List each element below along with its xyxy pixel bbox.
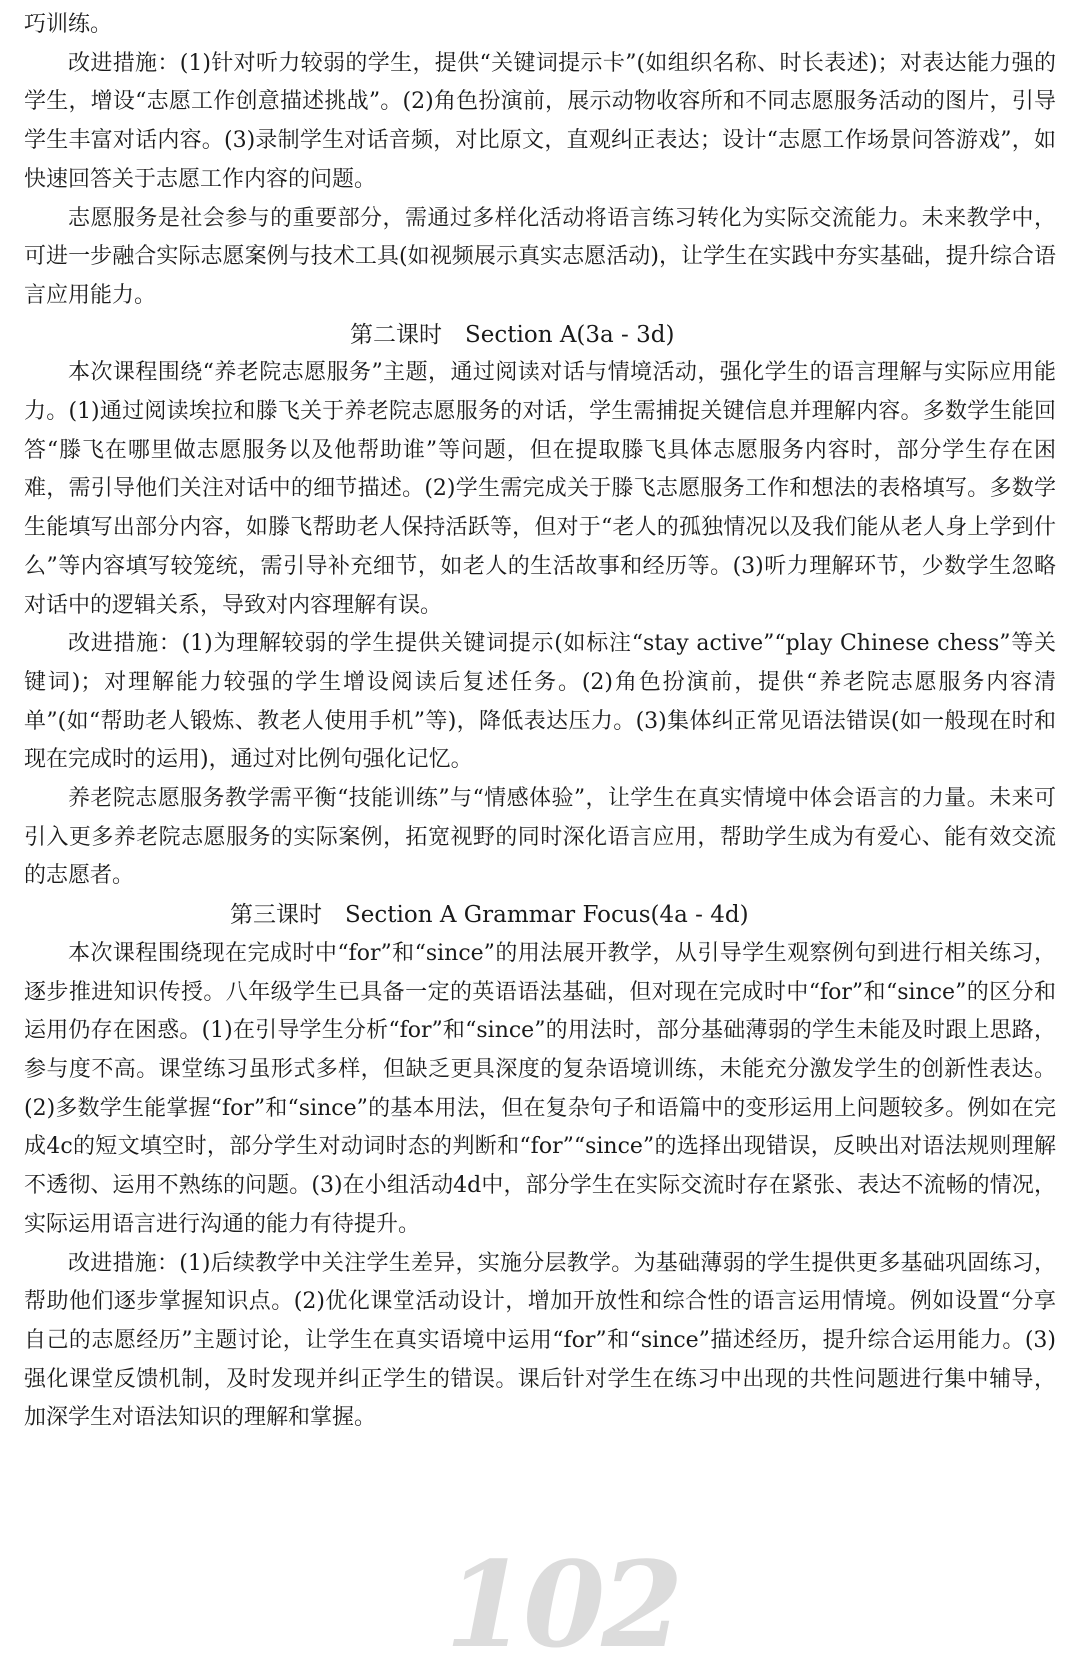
paragraph-lesson-3-reflection: 本次课程围绕现在完成时中“for”和“since”的用法展开教学，从引导学生观察例句到进行相关练习，逐步推进知识传授。八年级学生已具备一定的英语语法基础，但对现在完成时中“for”和“since”的区分和运用仍存在困惑。(1)在引导学生分析“for”和“since”的用法时，部分基础薄弱的学生未能及时跟上思路，参与度不高。课堂练习虽形式多样，但缺乏更具深度的复杂语境训练，未能充分激发学生的创新性表达。(2)多数学生能掌握“for”和“since”的基本用法，但在复杂句子和语篇中的变形运用上问题较多。例如在完成4c的短文填空时，部分学生对动词时态的判断和“for”“since”的选择出现错误，反映出对语法规则理解不透彻、运用不熟练的问题。(3)在小组活动4d中，部分学生在实际交流时存在紧张、表达不流畅的情况，实际运用语言进行沟通的能力有待提升。 <box>24 940 1056 1237</box>
paragraph-summary-2: 养老院志愿服务教学需平衡“技能训练”与“情感体验”，让学生在真实情境中体会语言的力量。未来可引入更多养老院志愿服务的实际案例，拓宽视野的同时深化语言应用，帮助学生成为有爱心、能有效交流的志愿者。 <box>24 786 1056 889</box>
paragraph-lesson-2-reflection: 本次课程围绕“养老院志愿服务”主题，通过阅读对话与情境活动，强化学生的语言理解与实际应用能力。(1)通过阅读埃拉和滕飞关于养老院志愿服务的对话，学生需捕捉关键信息并理解内容。多数学生能回答“滕飞在哪里做志愿服务以及他帮助谁”等问题，但在提取滕飞具体志愿服务内容时，部分学生存在困难，需引导他们关注对话中的细节描述。(2)学生需完成关于滕飞志愿服务工作和想法的表格填写。多数学生能填写出部分内容，如滕飞帮助老人保持活跃等，但对于“老人的孤独情况以及我们能从老人身上学到什么”等内容填写较笼统，需引导补充细节，如老人的生活故事和经历等。(3)听力理解环节，少数学生忽略对话中的逻辑关系，导致对内容理解有误。 <box>24 360 1056 618</box>
paragraph-summary-1: 志愿服务是社会参与的重要部分，需通过多样化活动将语言练习转化为实际交流能力。未来教学中，可进一步融合实际志愿案例与技术工具(如视频展示真实志愿活动)，让学生在实践中夯实基础，提升综合语言应用能力。 <box>24 205 1056 308</box>
page-number-watermark: 102 <box>445 1535 680 1674</box>
paragraph-improvement-measures-3: 改进措施：(1)后续教学中关注学生差异，实施分层教学。为基础薄弱的学生提供更多基础巩固练习，帮助他们逐步掌握知识点。(2)优化课堂活动设计，增加开放性和综合性的语言运用情境。例如设置“分享自己的志愿经历”主题讨论，让学生在真实语境中运用“for”和“since”描述经历，提升综合运用能力。(3)强化课堂反馈机制，及时发现并纠正学生的错误。课后针对学生在练习中出现的共性问题进行集中辅导，加深学生对语法知识的理解和掌握。 <box>24 1250 1056 1431</box>
paragraph-improvement-measures-1: 改进措施：(1)针对听力较弱的学生，提供“关键词提示卡”(如组织名称、时长表述)；对表达能力强的学生，增设“志愿工作创意描述挑战”。(2)角色扮演前，展示动物收容所和不同志愿服务活动的图片，引导学生丰富对话内容。(3)录制学生对话音频，对比原文，直观纠正表达；设计“志愿工作场景问答游戏”，如快速回答关于志愿工作内容的问题。 <box>24 50 1056 192</box>
document-body <box>24 6 1056 1438</box>
paragraph-improvement-measures-2: 改进措施：(1)为理解较弱的学生提供关键词提示(如标注“stay active”“play Chinese chess”等关键词)；对理解能力较强的学生增设阅读后复述任务。(2)角色扮演前，提供“养老院志愿服务内容清单”(如“帮助老人锻炼、教老人使用手机”等)，降低表达压力。(3)集体纠正常见语法错误(如一般现在时和现在完成时的运用)，通过对比例句强化记忆。 <box>24 631 1056 773</box>
paragraph-continuation: 巧训练。 <box>24 12 113 37</box>
section-heading-lesson-2: 第二课时 Section A(3a - 3d) <box>350 321 675 348</box>
section-heading-lesson-3: 第三课时 Section A Grammar Focus(4a - 4d) <box>230 902 749 929</box>
